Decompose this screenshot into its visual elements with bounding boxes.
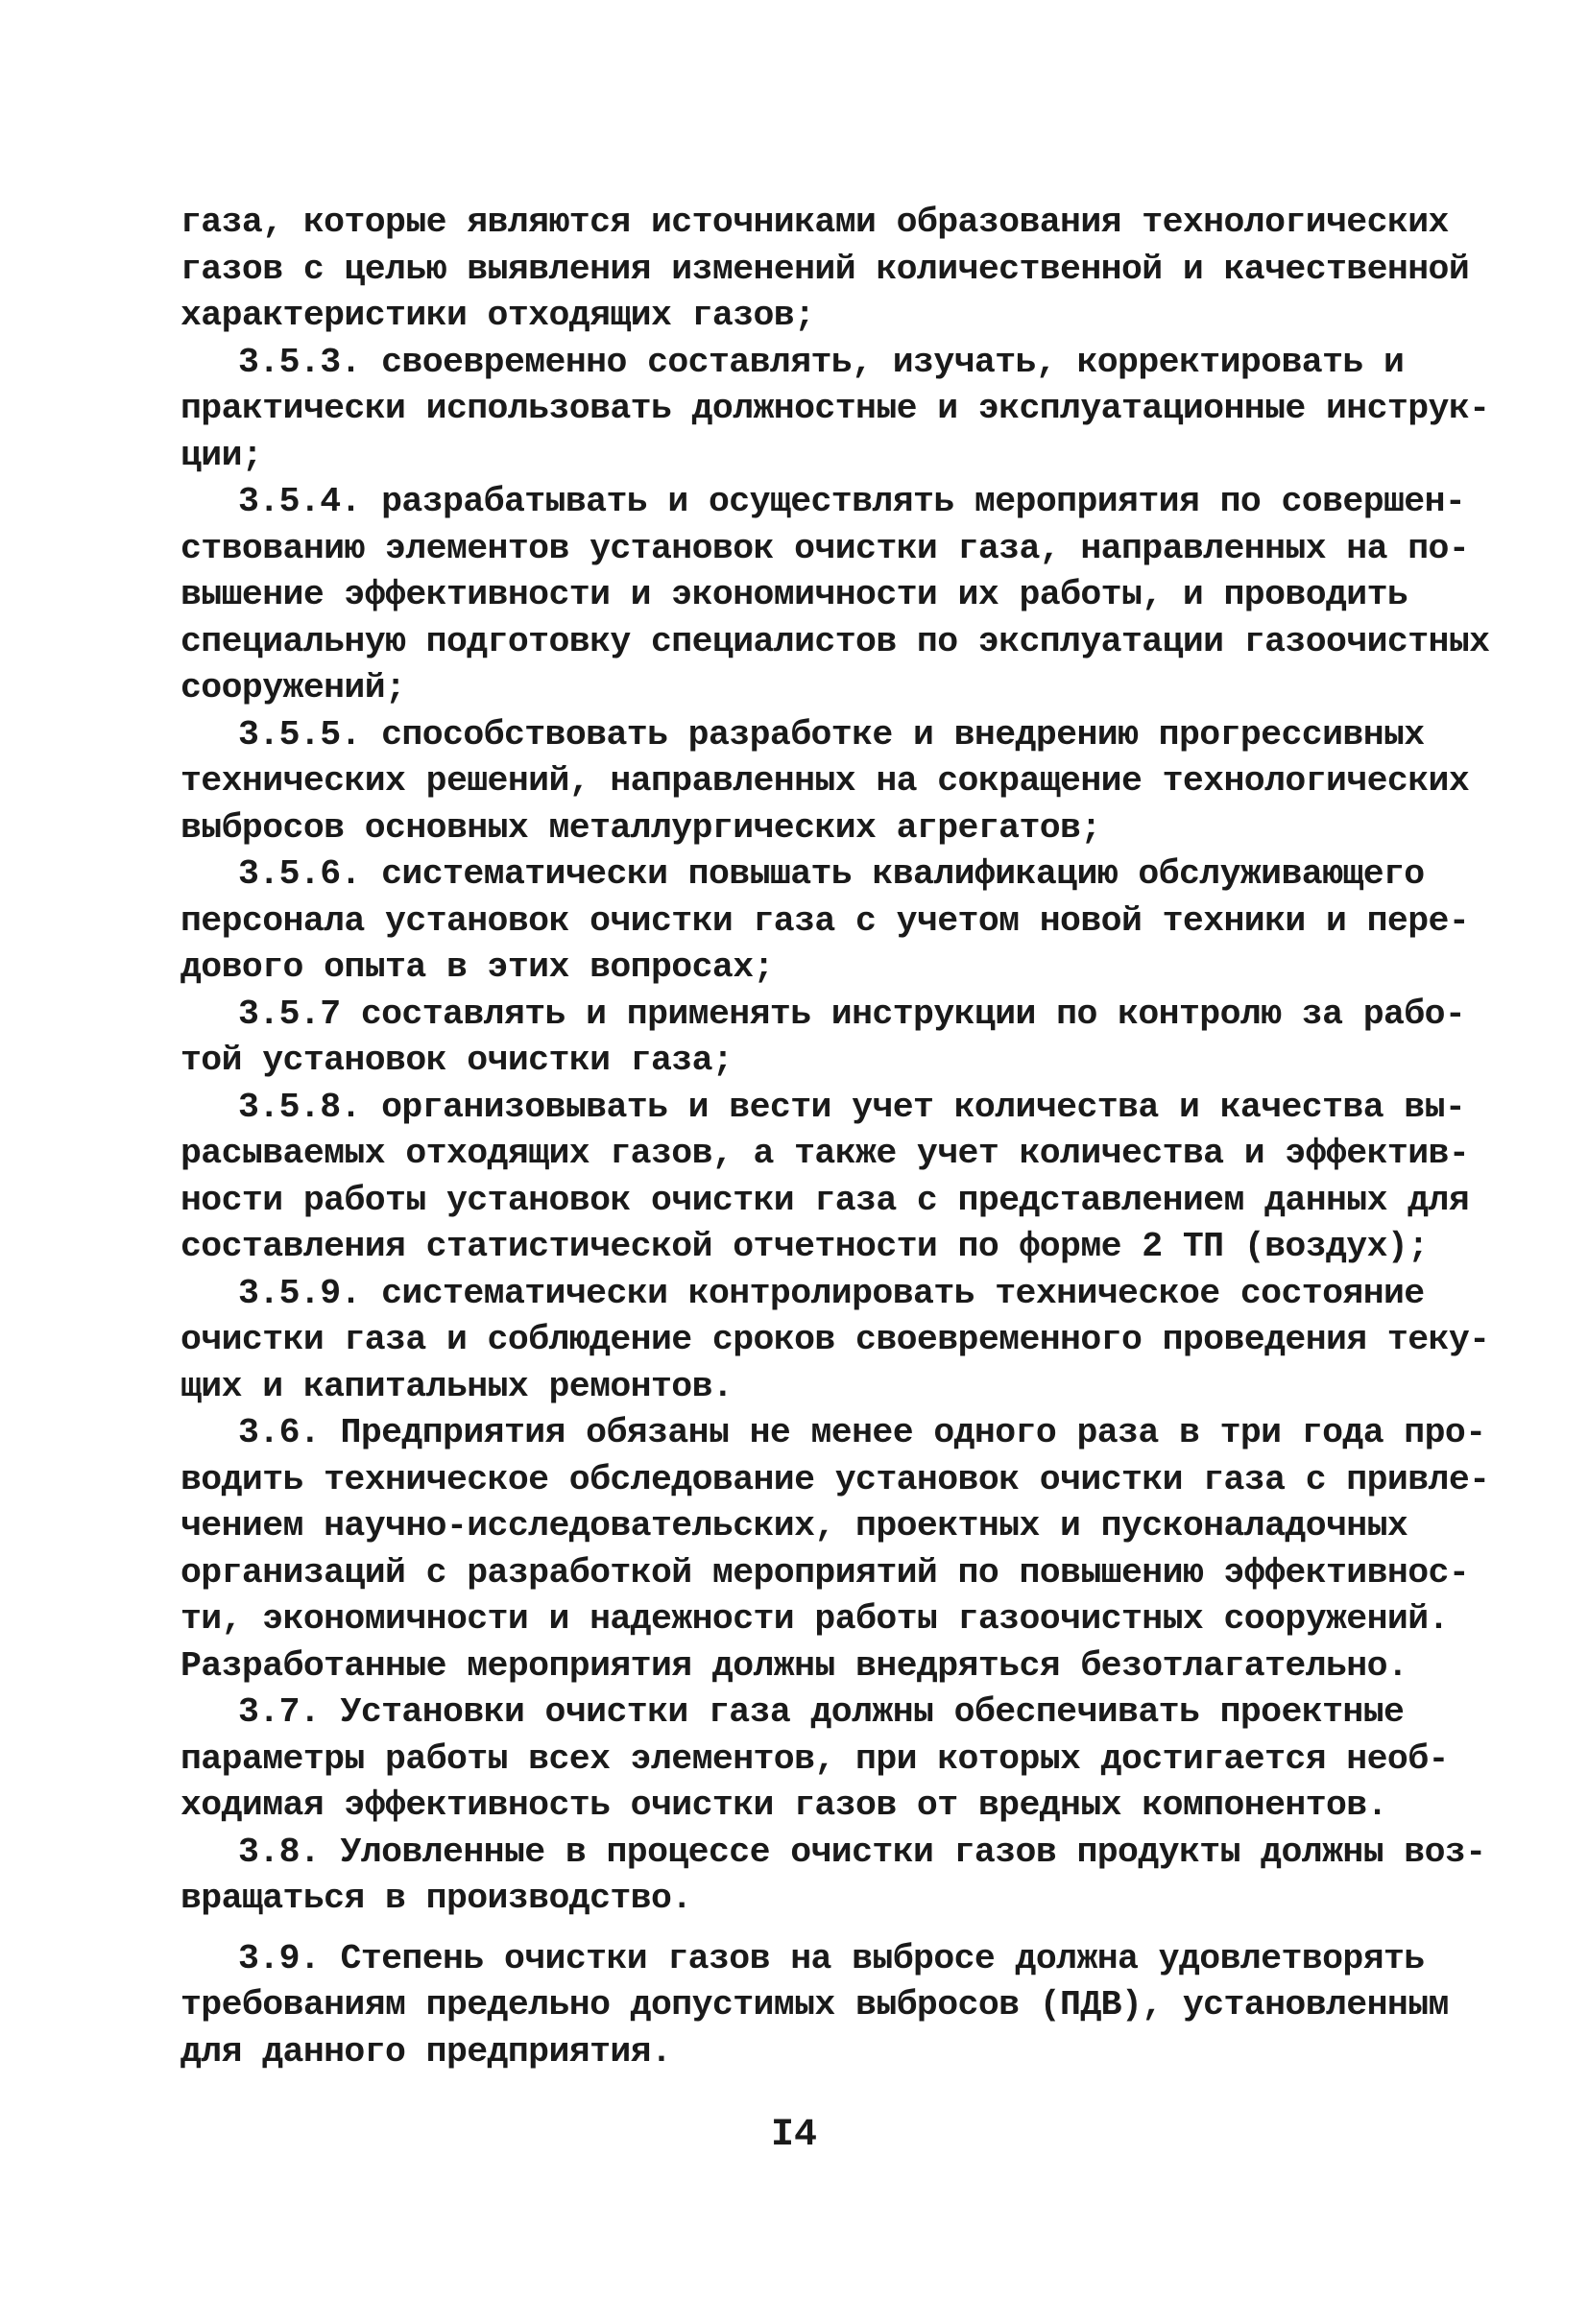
- text-line: требованиям предельно допустимых выбросов (ПДВ), установленным: [180, 1985, 1449, 2025]
- text-line: практически использовать должностные и эксплуатационные инструк-: [180, 389, 1490, 428]
- text-line-clause-3-8: 3.8. Уловленные в процессе очистки газов продукты должны воз-: [238, 1832, 1486, 1872]
- text-line: ствованию элементов установок очистки газа, направленных на по-: [180, 528, 1470, 568]
- text-line-clause-3-5-8: 3.5.8. организовывать и вести учет количества и качества вы-: [238, 1087, 1466, 1127]
- text-line: Разработанные мероприятия должны внедряться безотлагательно.: [180, 1645, 1408, 1686]
- text-line-clause-3-6: 3.6. Предприятия обязаны не менее одного раза в три года про-: [238, 1413, 1486, 1452]
- text-line: составления статистической отчетности по форме 2 ТП (воздух);: [180, 1227, 1429, 1266]
- text-line-clause-3-5-5: 3.5.5. способствовать разработке и внедрению прогрессивных: [238, 714, 1425, 755]
- text-line: газов с целью выявления изменений количественной и качественной: [180, 249, 1470, 289]
- text-line: выбросов основных металлургических агрегатов;: [180, 807, 1101, 848]
- text-line: ции;: [180, 435, 263, 475]
- text-line: параметры работы всех элементов, при которых достигается необ-: [180, 1738, 1449, 1779]
- text-line: щих и капитальных ремонтов.: [180, 1366, 734, 1406]
- text-line: технических решений, направленных на сокращение технологических: [180, 761, 1470, 801]
- text-line: характеристики отходящих газов;: [180, 296, 815, 335]
- text-line: сооружений;: [180, 668, 406, 707]
- text-line: водить техническое обследование установок очистки газа с привле-: [180, 1459, 1490, 1499]
- document-body: [180, 200, 1490, 2075]
- text-line-clause-3-9: 3.9. Степень очистки газов на выбросе должна удовлетворять: [238, 1938, 1425, 1978]
- text-line: вращаться в производство.: [180, 1879, 692, 1918]
- text-line-clause-3-5-7: 3.5.7 составлять и применять инструкции по контролю за рабо-: [238, 994, 1466, 1034]
- text-line: дового опыта в этих вопросах;: [180, 947, 774, 987]
- text-line-clause-3-5-9: 3.5.9. систематически контролировать техническое состояние: [238, 1273, 1425, 1313]
- text-line: чением научно-исследовательских, проектных и пусконаладочных: [180, 1506, 1408, 1545]
- text-line-clause-3-5-3: 3.5.3. своевременно составлять, изучать, корректировать и: [238, 342, 1405, 382]
- text-line-clause-3-7: 3.7. Установки очистки газа должны обеспечивать проектные: [238, 1692, 1405, 1732]
- text-line: расываемых отходящих газов, а также учет количества и эффектив-: [180, 1134, 1470, 1173]
- text-line: очистки газа и соблюдение сроков своевременного проведения теку-: [180, 1320, 1490, 1359]
- page-number: I4: [770, 2114, 817, 2157]
- text-line: для данного предприятия.: [180, 2031, 672, 2072]
- text-line: персонала установок очистки газа с учетом новой техники и пере-: [180, 900, 1470, 941]
- text-line: вышение эффективности и экономичности их работы, и проводить: [180, 575, 1408, 614]
- text-line: специальную подготовку специалистов по эксплуатации газоочистных: [180, 621, 1490, 661]
- text-line: той установок очистки газа;: [180, 1041, 734, 1080]
- text-line: организаций с разработкой мероприятий по повышению эффективнос-: [180, 1552, 1470, 1593]
- text-line-clause-3-5-4: 3.5.4. разрабатывать и осуществлять мероприятия по совершен-: [238, 482, 1466, 521]
- text-line: ходимая эффективность очистки газов от вредных компонентов.: [180, 1785, 1387, 1825]
- text-line: ти, экономичности и надежности работы газоочистных сооружений.: [180, 1599, 1449, 1639]
- text-line: ности работы установок очистки газа с представлением данных для: [180, 1180, 1470, 1220]
- text-line: газа, которые являются источниками образования технологических: [180, 203, 1449, 242]
- text-line-clause-3-5-6: 3.5.6. систематически повышать квалификацию обслуживающего: [238, 854, 1425, 894]
